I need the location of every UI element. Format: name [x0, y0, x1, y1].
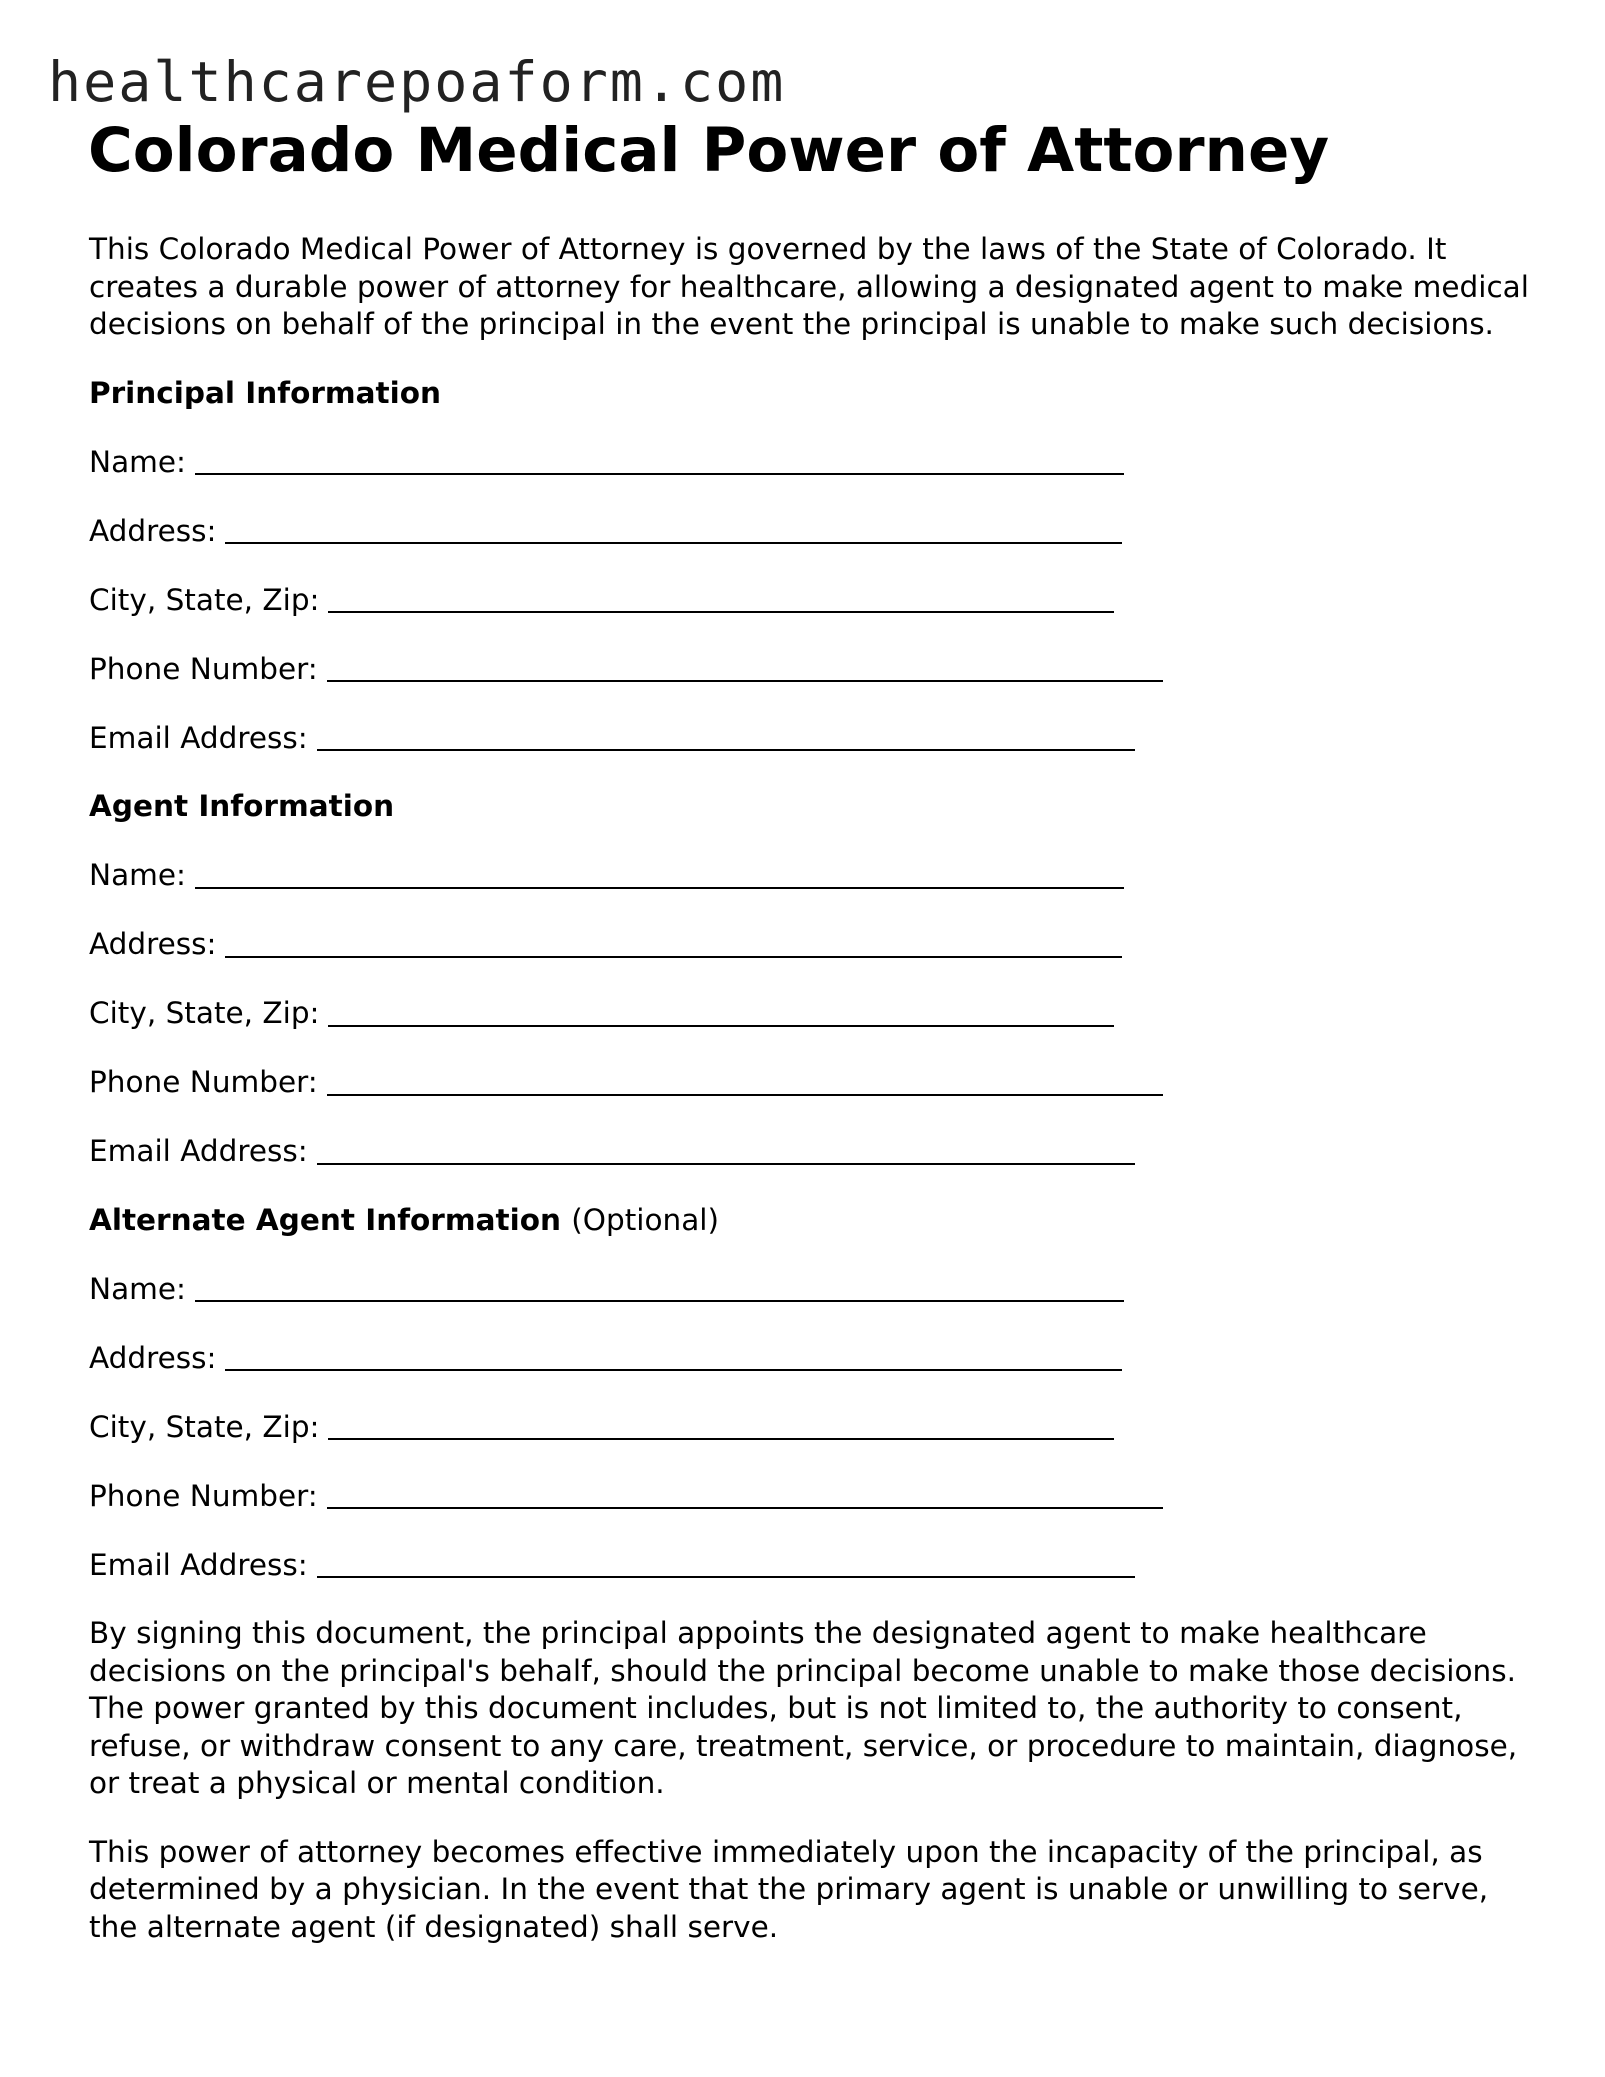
effective-paragraph: This power of attorney becomes effective immediately upon the incapacity of the principal, as determined by a physician. In the event that the primary agent is unable or unwilling to serve, the alternate agent (if designated) shall serve.	[89, 1834, 1489, 1944]
alternate-heading-text: Alternate Agent Information	[89, 1202, 561, 1237]
alternate-optional-note: (Optional)	[571, 1202, 720, 1237]
alternate-email-field[interactable]	[89, 1547, 1539, 1585]
agent-phone-label: Phone Number:	[89, 1065, 318, 1099]
alternate-phone-label: Phone Number:	[89, 1478, 318, 1513]
principal-name-field[interactable]	[89, 444, 1539, 482]
principal-address-blank[interactable]	[225, 516, 1122, 544]
agent-heading-text: Agent Information	[89, 789, 395, 823]
alternate-phone-field[interactable]	[89, 1478, 1539, 1516]
agent-address-label: Address:	[89, 927, 217, 961]
principal-name-label: Name:	[89, 444, 186, 479]
agent-email-field[interactable]	[89, 1133, 1539, 1171]
principal-email-field[interactable]	[89, 720, 1539, 758]
alternate-name-field[interactable]	[89, 1271, 1539, 1309]
principal-city-label: City, State, Zip:	[89, 582, 320, 617]
agent-address-field[interactable]	[89, 926, 1539, 964]
principal-phone-label: Phone Number:	[89, 651, 318, 686]
alternate-address-field[interactable]	[89, 1340, 1539, 1378]
principal-address-label: Address:	[89, 513, 217, 548]
alternate-email-label: Email Address:	[89, 1547, 308, 1582]
signing-paragraph: By signing this document, the principal appoints the designated agent to make healthcare decisions on the principal's behalf, should the principal become unable to make those decisions. The power granted by this document includes, but is not limited to, the authority to consent, refuse, or withdraw consent to any care, treatment, service, or procedure to maintain, diagnose, or treat a physical or mental condition.	[89, 1616, 1518, 1800]
principal-address-field[interactable]	[89, 513, 1539, 551]
agent-name-blank[interactable]	[195, 861, 1124, 889]
agent-name-field[interactable]	[89, 857, 1539, 895]
agent-name-label: Name:	[89, 858, 186, 892]
principal-email-blank[interactable]	[317, 723, 1135, 751]
agent-city-label: City, State, Zip:	[89, 996, 320, 1030]
agent-address-blank[interactable]	[225, 930, 1122, 958]
agent-phone-field[interactable]	[89, 1064, 1539, 1102]
alternate-city-blank[interactable]	[328, 1412, 1114, 1440]
page-title: Colorado Medical Power of Attorney	[88, 115, 1330, 186]
alternate-address-blank[interactable]	[225, 1343, 1122, 1371]
principal-email-label: Email Address:	[89, 720, 308, 755]
alternate-city-label: City, State, Zip:	[89, 1409, 320, 1444]
principal-name-blank[interactable]	[195, 447, 1124, 475]
principal-heading-text: Principal Information	[89, 375, 442, 410]
alternate-address-label: Address:	[89, 1340, 217, 1375]
agent-city-field[interactable]	[89, 995, 1539, 1033]
alternate-city-field[interactable]	[89, 1409, 1539, 1447]
alternate-section-heading	[89, 1202, 1539, 1240]
form-body	[89, 231, 1539, 1946]
principal-section-heading	[89, 375, 1539, 413]
agent-phone-blank[interactable]	[327, 1068, 1163, 1096]
principal-city-blank[interactable]	[328, 585, 1114, 613]
alternate-email-blank[interactable]	[317, 1550, 1135, 1578]
agent-email-label: Email Address:	[89, 1134, 308, 1168]
alternate-name-blank[interactable]	[195, 1274, 1124, 1302]
site-watermark: healthcarepoaform.com	[48, 50, 786, 114]
agent-section-heading	[89, 788, 1539, 826]
agent-city-blank[interactable]	[328, 999, 1114, 1027]
alternate-phone-blank[interactable]	[327, 1481, 1163, 1509]
principal-phone-blank[interactable]	[327, 654, 1163, 682]
alternate-name-label: Name:	[89, 1271, 186, 1306]
intro-paragraph: This Colorado Medical Power of Attorney is governed by the laws of the State of Colorado. It creates a durable power of attorney for healthcare, allowing a designated agent to make medical decisions on behalf of the principal in the event the principal is unable to make such decisions.	[89, 232, 1529, 341]
agent-email-blank[interactable]	[317, 1137, 1135, 1165]
principal-phone-field[interactable]	[89, 651, 1539, 689]
principal-city-field[interactable]	[89, 582, 1539, 620]
